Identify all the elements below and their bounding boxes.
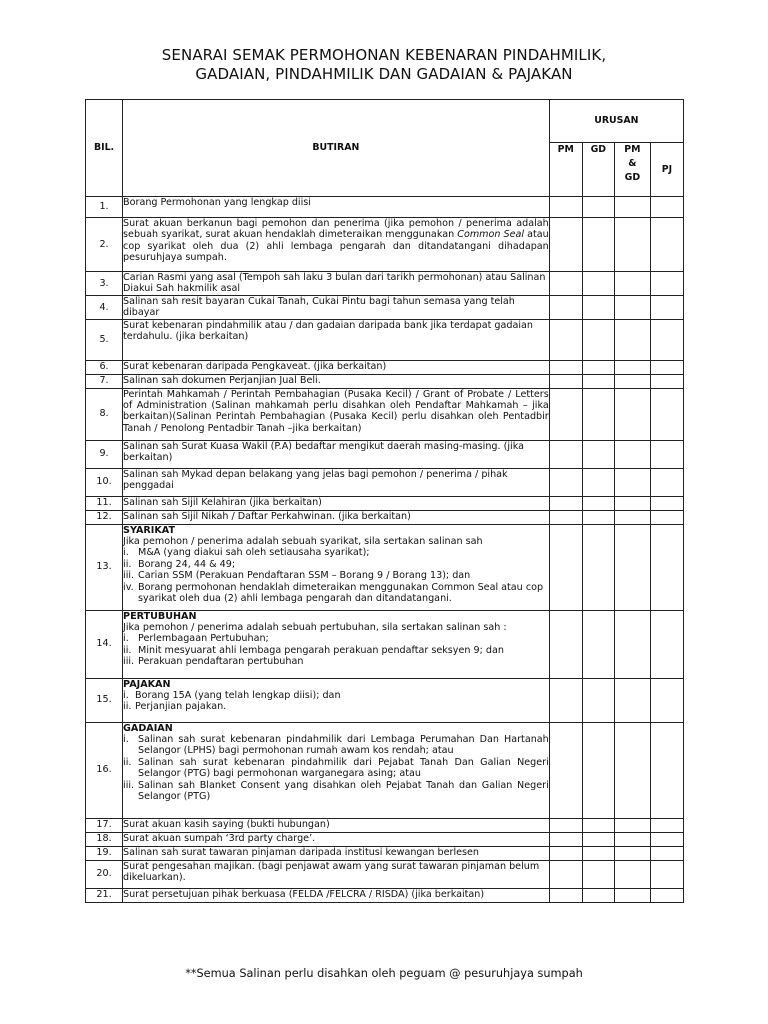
row-number: 3. — [86, 272, 123, 296]
check-cell-pj[interactable] — [650, 860, 683, 888]
table-row — [86, 832, 684, 846]
list-item — [123, 656, 549, 667]
list-item — [123, 734, 549, 757]
table-row — [86, 818, 684, 832]
check-cell-pm-gd[interactable] — [614, 818, 650, 832]
list-item-text: Perakuan pendaftaran pertubuhan — [138, 656, 304, 668]
check-cell-gd[interactable] — [582, 818, 614, 832]
row-description — [123, 524, 550, 610]
row-number: 4. — [86, 295, 123, 319]
document-title — [0, 46, 768, 84]
list-item — [123, 645, 549, 656]
check-cell-pm[interactable] — [549, 860, 582, 888]
row-description: Carian Rasmi yang asal (Tempoh sah laku 3 bulan dari tarikh permohonan) atau Salinan Diakui Sah hakmilik asal — [123, 272, 550, 296]
row-number: 17. — [86, 818, 123, 832]
check-cell-gd[interactable] — [582, 722, 614, 818]
check-cell-pm-gd[interactable] — [614, 722, 650, 818]
list-item-number: ii. — [123, 701, 132, 713]
check-cell-pm-gd[interactable] — [614, 610, 650, 678]
check-cell-gd[interactable] — [582, 218, 614, 272]
check-cell-gd[interactable] — [582, 510, 614, 524]
description-italic: Common Seal — [457, 229, 525, 241]
check-cell-gd[interactable] — [582, 388, 614, 440]
check-cell-pm-gd[interactable] — [614, 496, 650, 510]
section-heading: PERTUBUHAN — [123, 610, 197, 622]
table-row — [86, 846, 684, 860]
check-cell-pm[interactable] — [549, 374, 582, 388]
list-item-text: Borang 15A (yang telah lengkap diisi); dan — [135, 690, 341, 702]
list-item-number: i. — [123, 633, 129, 645]
row-description: Surat akuan kasih saying (bukti hubungan) — [123, 818, 550, 832]
table-row — [86, 678, 684, 722]
check-cell-pj[interactable] — [650, 510, 683, 524]
list-item-number: i. — [123, 690, 129, 702]
row-number: 9. — [86, 440, 123, 468]
list-item-number: i. — [123, 734, 129, 746]
row-number: 19. — [86, 846, 123, 860]
table-row — [86, 272, 684, 296]
check-cell-pj[interactable] — [650, 610, 683, 678]
check-cell-pm-gd[interactable] — [614, 510, 650, 524]
check-cell-pm[interactable] — [549, 524, 582, 610]
check-cell-pm-gd[interactable] — [614, 360, 650, 374]
check-cell-pj[interactable] — [650, 888, 683, 902]
check-cell-pm[interactable] — [549, 832, 582, 846]
check-cell-pj[interactable] — [650, 319, 683, 360]
check-cell-pm-gd[interactable] — [614, 197, 650, 218]
check-cell-gd[interactable] — [582, 860, 614, 888]
check-cell-gd[interactable] — [582, 360, 614, 374]
check-cell-pm-gd[interactable] — [614, 524, 650, 610]
check-cell-gd[interactable] — [582, 468, 614, 496]
section-heading: GADAIAN — [123, 722, 173, 734]
row-number: 6. — [86, 360, 123, 374]
row-description: Salinan sah resit bayaran Cukai Tanah, Cukai Pintu bagi tahun semasa yang telah dibayar — [123, 295, 550, 319]
table-row — [86, 218, 684, 272]
list-item-number: i. — [123, 547, 129, 559]
header-pm-gd-line-3: GD — [624, 172, 641, 183]
row-number: 20. — [86, 860, 123, 888]
row-description: Salinan sah Sijil Kelahiran (jika berkaitan) — [123, 496, 550, 510]
check-cell-pm-gd[interactable] — [614, 468, 650, 496]
row-number: 12. — [86, 510, 123, 524]
list-item-number: ii. — [123, 756, 132, 768]
row-number: 1. — [86, 197, 123, 218]
check-cell-pm-gd[interactable] — [614, 319, 650, 360]
header-bil: BIL. — [86, 100, 123, 197]
check-cell-pm[interactable] — [549, 272, 582, 296]
section-heading: SYARIKAT — [123, 524, 176, 536]
row-number: 14. — [86, 610, 123, 678]
list-item-text: Salinan sah surat kebenaran pindahmilik dari Lembaga Perumahan Dan Hartanah Selangor (LPHS) bagi permohonan rumah awam kos rendah; atau — [138, 734, 549, 757]
footnote: **Semua Salinan perlu disahkan oleh peguam @ pesuruhjaya sumpah — [185, 967, 583, 980]
list-item-text: Minit mesyuarat ahli lembaga pengarah perakuan pendaftar seksyen 9; dan — [138, 644, 504, 656]
check-cell-pm[interactable] — [549, 388, 582, 440]
row-description: Surat kebenaran pindahmilik atau / dan gadaian daripada bank jika terdapat gadaian terdahulu. (jika berkaitan) — [123, 319, 550, 360]
header-pm-gd — [614, 143, 650, 197]
list-item-number: ii. — [123, 644, 132, 656]
section-heading: PAJAKAN — [123, 678, 171, 690]
check-cell-pm-gd[interactable] — [614, 832, 650, 846]
checklist-body — [86, 197, 684, 903]
table-row — [86, 319, 684, 360]
check-cell-pm[interactable] — [549, 360, 582, 374]
row-number: 8. — [86, 388, 123, 440]
row-number: 11. — [86, 496, 123, 510]
check-cell-pm-gd[interactable] — [614, 218, 650, 272]
description-text: Surat akuan berkanun bagi pemohon dan penerima (jika pemohon / penerima adalah sebuah syarikat, surat akuan hendaklah dimeteraikan menggunakan — [123, 218, 549, 241]
section-intro: Jika pemohon / penerima adalah sebuah pertubuhan, sila sertakan salinan sah : — [123, 622, 507, 634]
check-cell-pj[interactable] — [650, 818, 683, 832]
section-intro: Jika pemohon / penerima adalah sebuah syarikat, sila sertakan salinan sah — [123, 536, 483, 548]
row-description: Salinan sah surat tawaran pinjaman daripada institusi kewangan berlesen — [123, 846, 550, 860]
row-number: 2. — [86, 218, 123, 272]
check-cell-pm-gd[interactable] — [614, 295, 650, 319]
row-description — [123, 610, 550, 678]
list-item-number: iii. — [123, 570, 135, 582]
check-cell-pm-gd[interactable] — [614, 440, 650, 468]
description-text: atau cop syarikat oleh dua (2) ahli lembaga pengarah dan ditandatangani dihadapan pesuruhjaya sumpah. — [123, 229, 549, 264]
list-item-number: ii. — [123, 558, 132, 570]
check-cell-gd[interactable] — [582, 272, 614, 296]
check-cell-gd[interactable] — [582, 496, 614, 510]
check-cell-pj[interactable] — [650, 197, 683, 218]
row-description: Salinan sah Mykad depan belakang yang jelas bagi pemohon / penerima / pihak penggadai — [123, 468, 550, 496]
list-item-text: Perjanjian pajakan. — [135, 701, 227, 713]
table-row — [86, 496, 684, 510]
list-item-text: Salinan sah Blanket Consent yang disahkan oleh Pejabat Tanah dan Galian Negeri Selangor (PTG) — [138, 779, 549, 803]
list-item-number: iv. — [123, 581, 134, 593]
row-description: Perintah Mahkamah / Perintah Pembahagian (Pusaka Kecil) / Grant of Probate / Letters of Administration (Salinan mahkamah perlu disahkan oleh Pendaftar Mahkamah – jika berkaitan)(Salinan Perintah Pembahagian (Pusaka Kecil) perlu disahkan oleh Pentadbir Tanah / Penolong Pentadbir Tanah –jika berkaitan) — [123, 388, 550, 440]
check-cell-pm[interactable] — [549, 319, 582, 360]
check-cell-pj[interactable] — [650, 496, 683, 510]
check-cell-gd[interactable] — [582, 319, 614, 360]
check-cell-gd[interactable] — [582, 295, 614, 319]
header-gd: GD — [582, 143, 614, 197]
check-cell-pj[interactable] — [650, 218, 683, 272]
row-number: 15. — [86, 678, 123, 722]
check-cell-pm[interactable] — [549, 295, 582, 319]
list-item — [123, 570, 549, 581]
check-cell-gd[interactable] — [582, 846, 614, 860]
row-description: Borang Permohonan yang lengkap diisi — [123, 197, 550, 218]
title-line-2: GADAIAN, PINDAHMILIK DAN GADAIAN & PAJAKAN — [195, 65, 573, 83]
check-cell-pm-gd[interactable] — [614, 860, 650, 888]
row-description: Surat persetujuan pihak berkuasa (FELDA /FELCRA / RISDA) (jika berkaitan) — [123, 888, 550, 902]
list-item — [123, 757, 549, 780]
check-cell-pj[interactable] — [650, 722, 683, 818]
check-cell-gd[interactable] — [582, 678, 614, 722]
check-cell-gd[interactable] — [582, 374, 614, 388]
header-pj: PJ — [650, 143, 683, 197]
check-cell-pm[interactable] — [549, 610, 582, 678]
table-row — [86, 197, 684, 218]
check-cell-pj[interactable] — [650, 388, 683, 440]
list-item — [123, 547, 549, 558]
check-cell-pm[interactable] — [549, 678, 582, 722]
row-description — [123, 218, 550, 272]
check-cell-pm-gd[interactable] — [614, 272, 650, 296]
table-row — [86, 388, 684, 440]
check-cell-gd[interactable] — [582, 832, 614, 846]
check-cell-pm-gd[interactable] — [614, 374, 650, 388]
list-item-text: Borang 24, 44 & 49; — [138, 558, 236, 570]
table-row — [86, 524, 684, 610]
list-item — [123, 582, 549, 605]
check-cell-pj[interactable] — [650, 846, 683, 860]
table-row — [86, 374, 684, 388]
list-item — [123, 780, 549, 803]
row-number: 10. — [86, 468, 123, 496]
list-item-text: Borang permohonan hendaklah dimeteraikan menggunakan Common Seal atau cop syarikat oleh dua (2) ahli lembaga pengarah dan ditandatangani. — [138, 581, 544, 605]
check-cell-pm-gd[interactable] — [614, 678, 650, 722]
check-cell-pj[interactable] — [650, 360, 683, 374]
row-description: Salinan sah dokumen Perjanjian Jual Beli. — [123, 374, 550, 388]
check-cell-pm-gd[interactable] — [614, 888, 650, 902]
row-description: Salinan sah Sijil Nikah / Daftar Perkahwinan. (jika berkaitan) — [123, 510, 550, 524]
row-number: 5. — [86, 319, 123, 360]
check-cell-pm[interactable] — [549, 846, 582, 860]
check-cell-gd[interactable] — [582, 440, 614, 468]
row-description: Surat pengesahan majikan. (bagi penjawat awam yang surat tawaran pinjaman belum dikeluarkan). — [123, 860, 550, 888]
check-cell-pj[interactable] — [650, 678, 683, 722]
row-description: Surat kebenaran daripada Pengkaveat. (jika berkaitan) — [123, 360, 550, 374]
list-item-number: iii. — [123, 656, 135, 668]
check-cell-pm[interactable] — [549, 440, 582, 468]
list-item-text: M&A (yang diakui sah oleh setiausaha syarikat); — [138, 547, 370, 559]
check-cell-pj[interactable] — [650, 374, 683, 388]
row-description: Surat akuan sumpah ‘3rd party charge’. — [123, 832, 550, 846]
table-row — [86, 360, 684, 374]
table-row — [86, 468, 684, 496]
check-cell-pm[interactable] — [549, 722, 582, 818]
list-item-text: Carian SSM (Perakuan Pendaftaran SSM – Borang 9 / Borang 13); dan — [138, 570, 471, 582]
title-line-1: SENARAI SEMAK PERMOHONAN KEBENARAN PINDAHMILIK, — [161, 46, 607, 64]
header-butiran: BUTIRAN — [123, 100, 550, 197]
check-cell-pm-gd[interactable] — [614, 388, 650, 440]
list-item-number: iii. — [123, 779, 135, 791]
table-row — [86, 860, 684, 888]
check-cell-gd[interactable] — [582, 610, 614, 678]
list-item-text: Salinan sah surat kebenaran pindahmilik dari Pejabat Tanah Dan Galian Negeri Selangor (PTG) bagi permohonan warganegara asing; atau — [138, 756, 549, 780]
row-number: 13. — [86, 524, 123, 610]
row-number: 16. — [86, 722, 123, 818]
check-cell-pj[interactable] — [650, 524, 683, 610]
table-row — [86, 440, 684, 468]
check-cell-pj[interactable] — [650, 832, 683, 846]
list-item — [123, 559, 549, 570]
list-item-text: Perlembagaan Pertubuhan; — [138, 633, 269, 645]
check-cell-gd[interactable] — [582, 197, 614, 218]
checklist-table — [85, 99, 684, 903]
check-cell-gd[interactable] — [582, 524, 614, 610]
header-pm: PM — [549, 143, 582, 197]
row-description — [123, 722, 550, 818]
check-cell-pm[interactable] — [549, 510, 582, 524]
header-pm-gd-line-2: & — [628, 158, 637, 169]
list-item — [123, 701, 549, 712]
check-cell-pj[interactable] — [650, 295, 683, 319]
check-cell-gd[interactable] — [582, 888, 614, 902]
list-item — [123, 690, 549, 701]
check-cell-pj[interactable] — [650, 272, 683, 296]
table-row — [86, 722, 684, 818]
row-number: 7. — [86, 374, 123, 388]
check-cell-pj[interactable] — [650, 468, 683, 496]
check-cell-pm[interactable] — [549, 496, 582, 510]
check-cell-pm[interactable] — [549, 818, 582, 832]
row-description — [123, 678, 550, 722]
table-row — [86, 510, 684, 524]
header-urusan: URUSAN — [549, 100, 683, 143]
table-row — [86, 888, 684, 902]
list-item — [123, 633, 549, 644]
header-pm-gd-line-1: PM — [624, 144, 641, 155]
check-cell-pj[interactable] — [650, 440, 683, 468]
check-cell-pm[interactable] — [549, 197, 582, 218]
row-description: Salinan sah Surat Kuasa Wakil (P.A) bedaftar mengikut daerah masing-masing. (jika berkaitan) — [123, 440, 550, 468]
check-cell-pm[interactable] — [549, 218, 582, 272]
check-cell-pm[interactable] — [549, 468, 582, 496]
row-number: 18. — [86, 832, 123, 846]
table-row — [86, 295, 684, 319]
row-number: 21. — [86, 888, 123, 902]
check-cell-pm-gd[interactable] — [614, 846, 650, 860]
table-row — [86, 610, 684, 678]
check-cell-pm[interactable] — [549, 888, 582, 902]
